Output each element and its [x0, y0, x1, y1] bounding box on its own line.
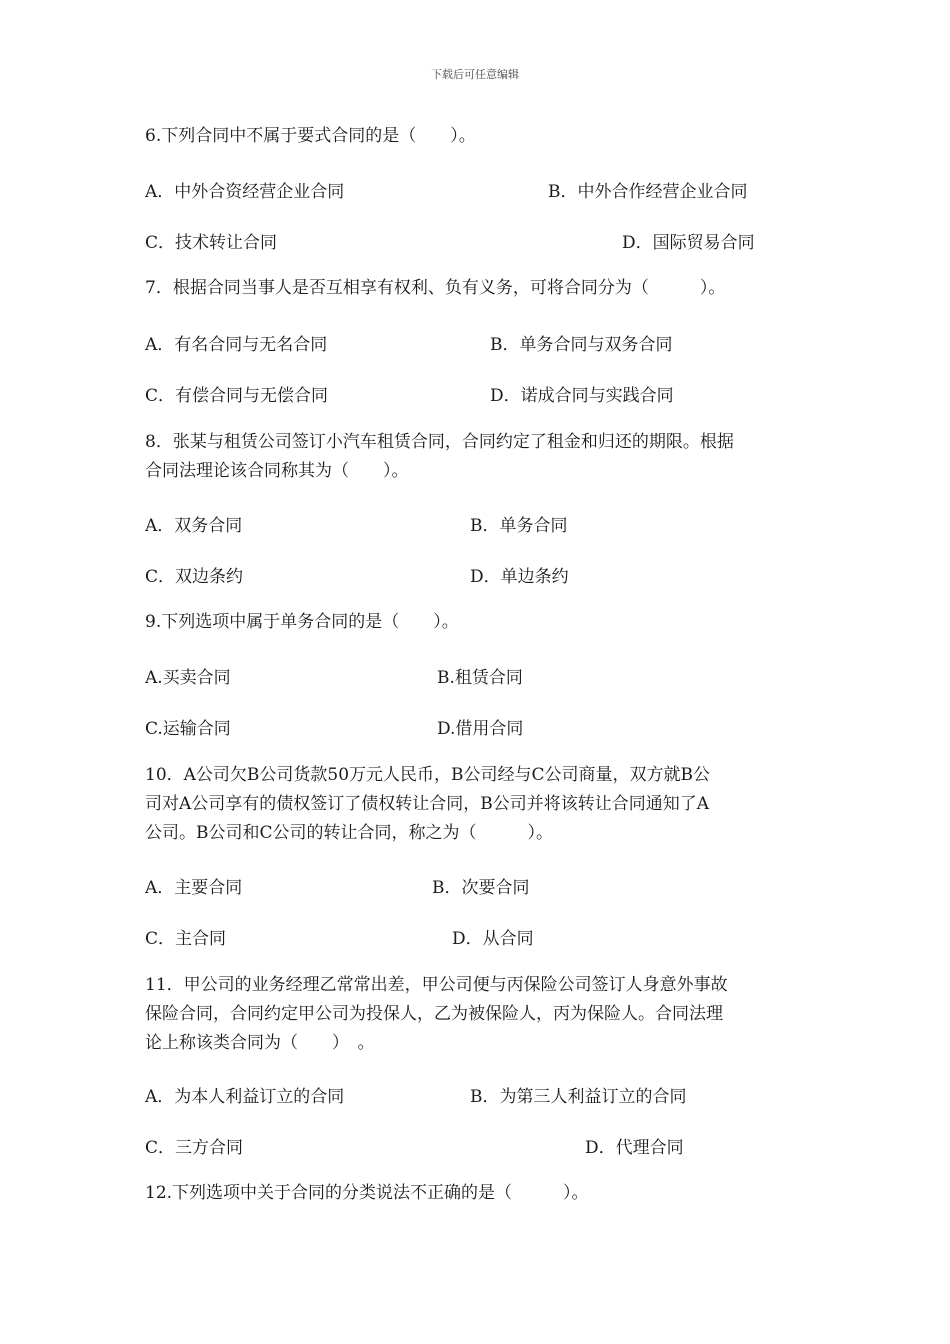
- page-header: 下载后可任意编辑: [431, 68, 519, 81]
- q6-option-d: D．国际贸易合同: [622, 233, 755, 253]
- question-12-stem: 12.下列选项中关于合同的分类说法不正确的是（ ）。: [145, 1183, 589, 1203]
- question-8-stem-line-1: 8．张某与租赁公司签订小汽车租赁合同，合同约定了租金和归还的期限。根据: [145, 432, 734, 452]
- q11-option-d: D．代理合同: [585, 1138, 684, 1158]
- question-11-stem-line-1: 11．甲公司的业务经理乙常常出差，甲公司便与丙保险公司签订人身意外事故: [145, 975, 728, 995]
- q7-option-b: B．单务合同与双务合同: [490, 335, 673, 355]
- q10-option-c: C．主合同: [145, 929, 227, 949]
- q11-option-a: A．为本人利益订立的合同: [145, 1087, 345, 1107]
- q9-option-b: B.租赁合同: [437, 668, 523, 688]
- q8-option-a: A．双务合同: [145, 516, 243, 536]
- q11-option-b: B．为第三人利益订立的合同: [470, 1087, 687, 1107]
- q11-option-c: C．三方合同: [145, 1138, 244, 1158]
- q6-option-a: A．中外合资经营企业合同: [145, 182, 345, 202]
- q8-option-c: C．双边条约: [145, 567, 244, 587]
- q9-option-d: D.借用合同: [437, 719, 524, 739]
- q7-option-a: A．有名合同与无名合同: [145, 335, 328, 355]
- question-7-stem: 7．根据合同当事人是否互相享有权利、负有义务，可将合同分为（ ）。: [145, 278, 726, 298]
- q8-option-d: D．单边条约: [470, 567, 569, 587]
- q7-option-c: C．有偿合同与无偿合同: [145, 386, 329, 406]
- q6-option-c: C．技术转让合同: [145, 233, 278, 253]
- question-10-stem-line-2: 司对A公司享有的债权签订了债权转让合同，B公司并将该转让合同通知了A: [145, 794, 710, 814]
- q9-option-c: C.运输合同: [145, 719, 231, 739]
- question-10-stem-line-3: 公司。B公司和C公司的转让合同，称之为（ ）。: [145, 823, 553, 843]
- q8-option-b: B．单务合同: [470, 516, 568, 536]
- q10-option-a: A．主要合同: [145, 878, 243, 898]
- question-8-stem-line-2: 合同法理论该合同称其为（ ）。: [145, 461, 409, 481]
- question-6-stem: 6.下列合同中不属于要式合同的是（ ）。: [145, 126, 476, 146]
- question-10-stem-line-1: 10．A公司欠B公司货款50万元人民币，B公司经与C公司商量，双方就B公: [145, 765, 711, 785]
- q7-option-d: D．诺成合同与实践合同: [490, 386, 674, 406]
- q10-option-b: B．次要合同: [432, 878, 530, 898]
- question-11-stem-line-3: 论上称该类合同为（ ） 。: [145, 1033, 375, 1053]
- question-11-stem-line-2: 保险合同，合同约定甲公司为投保人，乙为被保险人，丙为保险人。合同法理: [145, 1004, 723, 1024]
- question-9-stem: 9.下列选项中属于单务合同的是（ ）。: [145, 612, 459, 632]
- q6-option-b: B．中外合作经营企业合同: [548, 182, 748, 202]
- q9-option-a: A.买卖合同: [145, 668, 231, 688]
- q10-option-d: D．从合同: [452, 929, 534, 949]
